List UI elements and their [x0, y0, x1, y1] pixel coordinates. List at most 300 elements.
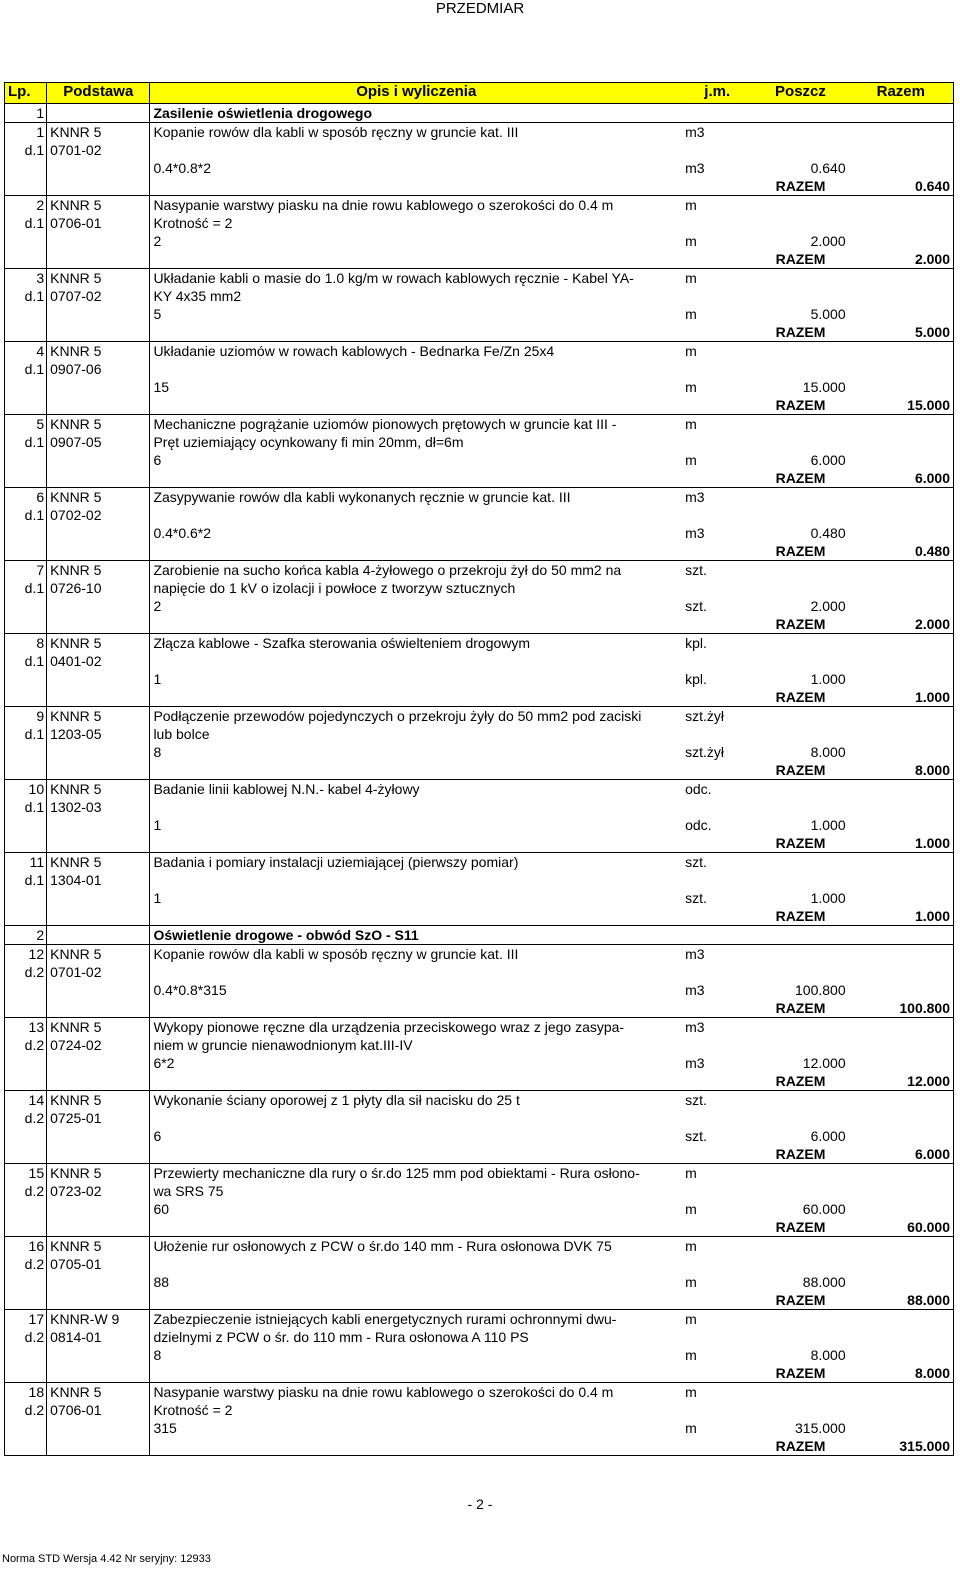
- empty-cell: [849, 798, 954, 816]
- empty-cell: [5, 177, 47, 196]
- item-unit: m: [685, 1238, 697, 1254]
- item-calc-unit: m3: [685, 160, 705, 176]
- item-unit: m: [685, 1165, 697, 1181]
- item-number: 2: [5, 196, 47, 215]
- empty-cell: [849, 871, 954, 889]
- item-unit: m: [685, 197, 697, 213]
- empty-cell: [47, 889, 150, 907]
- empty-cell: [752, 634, 848, 653]
- item-unit: szt.żył: [685, 708, 724, 724]
- razem-label: RAZEM: [752, 761, 848, 780]
- razem-label: RAZEM: [752, 1145, 848, 1164]
- item-total-value: 2.000: [849, 615, 954, 634]
- item-row-calculation: [5, 305, 954, 323]
- empty-cell: [752, 123, 848, 142]
- empty-cell: [849, 196, 954, 215]
- empty-cell: [682, 615, 752, 634]
- item-row-description: [5, 1237, 954, 1256]
- empty-cell: [752, 707, 848, 726]
- item-basis: KNNR 5: [47, 196, 150, 215]
- item-description: Przewierty mechaniczne dla rury o śr.do 125 mm pod obiektami - Rura osłono-: [153, 1165, 640, 1181]
- empty-cell: [5, 834, 47, 853]
- empty-cell: [752, 506, 848, 524]
- empty-cell: [849, 816, 954, 834]
- razem-label: RAZEM: [752, 323, 848, 342]
- item-total-value: 100.800: [849, 999, 954, 1018]
- item-total-value: 1.000: [849, 834, 954, 853]
- item-partial-value: 5.000: [810, 306, 846, 322]
- item-row-total: [5, 999, 954, 1018]
- item-basis-code: 0707-02: [47, 287, 150, 305]
- item-calculation: 1: [153, 671, 162, 687]
- table-body: [5, 104, 954, 1456]
- item-partial-value: 6.000: [810, 1128, 846, 1144]
- item-description: Nasypanie warstwy piasku na dnie rowu kablowego o szerokości do 0.4 m: [153, 197, 614, 213]
- empty-cell: [849, 670, 954, 688]
- empty-cell: [752, 1401, 848, 1419]
- section-title: Oświetlenie drogowe - obwód SzO - S11: [150, 926, 954, 945]
- item-calc-unit: m: [685, 1274, 697, 1290]
- item-total-value: 6.000: [849, 1145, 954, 1164]
- item-total-value: 0.640: [849, 177, 954, 196]
- item-calculation: 2: [153, 598, 162, 614]
- item-calc-unit: m: [685, 452, 697, 468]
- empty-cell: [47, 396, 150, 415]
- item-description-2: [150, 141, 682, 159]
- item-calc-unit: kpl.: [685, 671, 707, 687]
- item-number: 1: [5, 123, 47, 142]
- item-calc-unit: szt.: [685, 890, 707, 906]
- item-row-total: [5, 1437, 954, 1456]
- item-partial-value: 12.000: [802, 1055, 846, 1071]
- section-number: 1: [5, 104, 47, 123]
- item-row-description-2: [5, 1036, 954, 1054]
- item-row-calculation: [5, 1346, 954, 1364]
- item-basis-code: 0725-01: [47, 1109, 150, 1127]
- item-number: 13: [5, 1018, 47, 1037]
- item-description: Zasypywanie rowów dla kabli wykonanych ręcznie w gruncie kat. III: [153, 489, 571, 505]
- item-partial-value: 1.000: [810, 671, 846, 687]
- item-row-description: [5, 707, 954, 726]
- item-number: 11: [5, 853, 47, 872]
- empty-cell: [5, 597, 47, 615]
- empty-cell: [849, 981, 954, 999]
- item-partial-value: 0.480: [810, 525, 846, 541]
- empty-cell: [849, 159, 954, 177]
- item-calculation: 2: [153, 233, 162, 249]
- item-row-description: [5, 634, 954, 653]
- item-chapter: d.1: [5, 652, 47, 670]
- item-unit: m3: [685, 489, 705, 505]
- item-chapter: d.1: [5, 506, 47, 524]
- col-header-podstawa: Podstawa: [47, 83, 150, 104]
- item-number: 4: [5, 342, 47, 361]
- item-calculation: 315: [153, 1420, 177, 1436]
- section-spacer: [47, 104, 150, 123]
- empty-cell: [5, 1291, 47, 1310]
- empty-cell: [47, 1072, 150, 1091]
- empty-cell: [682, 1328, 752, 1346]
- item-description: Kopanie rowów dla kabli w sposób ręczny w gruncie kat. III: [153, 946, 519, 962]
- item-row-description-2: [5, 1401, 954, 1419]
- empty-cell: [47, 1364, 150, 1383]
- item-total-value: 1.000: [849, 907, 954, 926]
- item-row-description-2: [5, 1109, 954, 1127]
- empty-cell: [47, 305, 150, 323]
- item-basis: KNNR 5: [47, 945, 150, 964]
- empty-cell: [682, 1401, 752, 1419]
- item-number: 7: [5, 561, 47, 580]
- item-partial-value: 0.640: [810, 160, 846, 176]
- item-basis-code: 0705-01: [47, 1255, 150, 1273]
- empty-cell: [752, 1164, 848, 1183]
- empty-cell: [752, 579, 848, 597]
- item-calc-unit: m3: [685, 982, 705, 998]
- item-chapter: d.1: [5, 433, 47, 451]
- item-row-calculation: [5, 159, 954, 177]
- empty-cell: [849, 1346, 954, 1364]
- empty-cell: [150, 1218, 682, 1237]
- item-row-description: [5, 1091, 954, 1110]
- empty-cell: [752, 1310, 848, 1329]
- item-description: Ułożenie rur osłonowych z PCW o śr.do 140 mm - Rura osłonowa DVK 75: [153, 1238, 612, 1254]
- item-row-calculation: [5, 451, 954, 469]
- item-row-description: [5, 488, 954, 507]
- empty-cell: [849, 1109, 954, 1127]
- item-calculation: 5: [153, 306, 162, 322]
- empty-cell: [682, 725, 752, 743]
- empty-cell: [682, 177, 752, 196]
- col-header-razem: Razem: [849, 83, 954, 104]
- item-row-calculation: [5, 1273, 954, 1291]
- empty-cell: [5, 305, 47, 323]
- item-basis-code: 0702-02: [47, 506, 150, 524]
- empty-cell: [47, 159, 150, 177]
- item-row-calculation: [5, 524, 954, 542]
- item-description: Układanie kabli o masie do 1.0 kg/m w rowach kablowych ręcznie - Kabel YA-: [153, 270, 634, 286]
- item-total-value: 2.000: [849, 250, 954, 269]
- empty-cell: [849, 378, 954, 396]
- empty-cell: [5, 451, 47, 469]
- empty-cell: [682, 907, 752, 926]
- empty-cell: [849, 342, 954, 361]
- empty-cell: [682, 1109, 752, 1127]
- item-basis: KNNR 5: [47, 1237, 150, 1256]
- item-basis-code: 1304-01: [47, 871, 150, 889]
- empty-cell: [752, 488, 848, 507]
- item-row-description: [5, 945, 954, 964]
- empty-cell: [47, 250, 150, 269]
- razem-label: RAZEM: [752, 999, 848, 1018]
- empty-cell: [47, 1419, 150, 1437]
- estimate-table: [4, 82, 954, 1456]
- col-header-jm: j.m.: [682, 83, 752, 104]
- item-description-2: wa SRS 75: [153, 1183, 224, 1199]
- empty-cell: [682, 360, 752, 378]
- item-basis: KNNR 5: [47, 707, 150, 726]
- item-calc-unit: szt.żył: [685, 744, 724, 760]
- item-row-description-2: [5, 871, 954, 889]
- empty-cell: [752, 141, 848, 159]
- empty-cell: [47, 688, 150, 707]
- item-row-description-2: [5, 506, 954, 524]
- empty-cell: [849, 415, 954, 434]
- razem-label: RAZEM: [752, 1291, 848, 1310]
- empty-cell: [682, 1036, 752, 1054]
- item-unit: m3: [685, 1019, 705, 1035]
- empty-cell: [682, 1291, 752, 1310]
- empty-cell: [47, 761, 150, 780]
- item-description: Wykonanie ściany oporowej z 1 płyty dla sił nacisku do 25 t: [153, 1092, 520, 1108]
- item-total-value: 12.000: [849, 1072, 954, 1091]
- item-row-calculation: [5, 1200, 954, 1218]
- empty-cell: [150, 177, 682, 196]
- item-row-total: [5, 323, 954, 342]
- item-unit: szt.: [685, 1092, 707, 1108]
- empty-cell: [47, 1273, 150, 1291]
- item-partial-value: 8.000: [810, 744, 846, 760]
- item-basis-code: 0706-01: [47, 1401, 150, 1419]
- item-row-total: [5, 688, 954, 707]
- col-header-opis: Opis i wyliczenia: [150, 83, 682, 104]
- empty-cell: [5, 396, 47, 415]
- item-basis-code: 0726-10: [47, 579, 150, 597]
- item-number: 15: [5, 1164, 47, 1183]
- item-calc-unit: m: [685, 379, 697, 395]
- item-unit: m: [685, 343, 697, 359]
- item-basis: KNNR 5: [47, 488, 150, 507]
- item-row-calculation: [5, 1127, 954, 1145]
- item-row-description: [5, 853, 954, 872]
- razem-label: RAZEM: [752, 834, 848, 853]
- empty-cell: [849, 488, 954, 507]
- item-row-description: [5, 1310, 954, 1329]
- empty-cell: [752, 725, 848, 743]
- empty-cell: [849, 634, 954, 653]
- item-unit: m: [685, 416, 697, 432]
- item-description: Wykopy pionowe ręczne dla urządzenia przeciskowego wraz z jego zasypa-: [153, 1019, 625, 1035]
- empty-cell: [849, 1200, 954, 1218]
- empty-cell: [5, 1072, 47, 1091]
- empty-cell: [47, 816, 150, 834]
- empty-cell: [752, 561, 848, 580]
- item-number: 8: [5, 634, 47, 653]
- item-basis-code: 0723-02: [47, 1182, 150, 1200]
- empty-cell: [47, 615, 150, 634]
- item-description-2: [150, 871, 682, 889]
- item-number: 6: [5, 488, 47, 507]
- empty-cell: [5, 1054, 47, 1072]
- empty-cell: [849, 1310, 954, 1329]
- empty-cell: [682, 798, 752, 816]
- item-basis-code: 0706-01: [47, 214, 150, 232]
- empty-cell: [752, 945, 848, 964]
- item-row-description-2: [5, 579, 954, 597]
- empty-cell: [150, 1364, 682, 1383]
- empty-cell: [682, 1072, 752, 1091]
- empty-cell: [849, 1164, 954, 1183]
- razem-label: RAZEM: [752, 250, 848, 269]
- empty-cell: [849, 1419, 954, 1437]
- empty-cell: [47, 1346, 150, 1364]
- item-row-description: [5, 780, 954, 799]
- empty-cell: [849, 963, 954, 981]
- item-unit: m3: [685, 124, 705, 140]
- item-total-value: 6.000: [849, 469, 954, 488]
- empty-cell: [5, 615, 47, 634]
- item-row-total: [5, 250, 954, 269]
- empty-cell: [150, 834, 682, 853]
- item-row-total: [5, 1072, 954, 1091]
- item-description: Zabezpieczenie istniejących kabli energetycznych rurami ochronnymi dwu-: [153, 1311, 617, 1327]
- empty-cell: [849, 780, 954, 799]
- empty-cell: [47, 1054, 150, 1072]
- empty-cell: [47, 597, 150, 615]
- empty-cell: [5, 1200, 47, 1218]
- item-partial-value: 315.000: [795, 1420, 846, 1436]
- item-row-description: [5, 415, 954, 434]
- item-unit: m3: [685, 946, 705, 962]
- item-row-calculation: [5, 232, 954, 250]
- item-basis: KNNR 5: [47, 561, 150, 580]
- empty-cell: [849, 1383, 954, 1402]
- razem-label: RAZEM: [752, 688, 848, 707]
- item-total-value: 0.480: [849, 542, 954, 561]
- empty-cell: [752, 415, 848, 434]
- item-basis: KNNR 5: [47, 415, 150, 434]
- item-row-total: [5, 1364, 954, 1383]
- item-row-total: [5, 907, 954, 926]
- item-number: 10: [5, 780, 47, 799]
- razem-label: RAZEM: [752, 615, 848, 634]
- item-calculation: 1: [153, 890, 162, 906]
- item-description-2: Krotność = 2: [153, 1402, 233, 1418]
- razem-label: RAZEM: [752, 469, 848, 488]
- empty-cell: [47, 834, 150, 853]
- empty-cell: [849, 1182, 954, 1200]
- empty-cell: [682, 141, 752, 159]
- empty-cell: [752, 963, 848, 981]
- item-description-2: [150, 798, 682, 816]
- empty-cell: [150, 250, 682, 269]
- item-row-description-2: [5, 652, 954, 670]
- empty-cell: [849, 1054, 954, 1072]
- item-unit: m: [685, 1384, 697, 1400]
- item-description-2: [150, 1109, 682, 1127]
- item-description: Mechaniczne pogrążanie uziomów pionowych prętowych w gruncie kat III -: [153, 416, 617, 432]
- item-calculation: 8: [153, 1347, 162, 1363]
- empty-cell: [752, 1018, 848, 1037]
- empty-cell: [752, 1182, 848, 1200]
- item-total-value: 8.000: [849, 1364, 954, 1383]
- empty-cell: [682, 688, 752, 707]
- empty-cell: [150, 907, 682, 926]
- item-row-total: [5, 396, 954, 415]
- item-row-description-2: [5, 1255, 954, 1273]
- item-row-calculation: [5, 816, 954, 834]
- empty-cell: [47, 981, 150, 999]
- section-row: [5, 104, 954, 123]
- item-row-description-2: [5, 1182, 954, 1200]
- item-description-2: napięcie do 1 kV o izolacji i powłoce z tworzyw sztucznych: [153, 580, 516, 596]
- empty-cell: [150, 1291, 682, 1310]
- empty-cell: [849, 707, 954, 726]
- empty-cell: [752, 1255, 848, 1273]
- item-calc-unit: m: [685, 1347, 697, 1363]
- item-calculation: 1: [153, 817, 162, 833]
- empty-cell: [682, 1364, 752, 1383]
- empty-cell: [5, 889, 47, 907]
- item-chapter: d.1: [5, 287, 47, 305]
- empty-cell: [849, 269, 954, 288]
- item-row-description-2: [5, 433, 954, 451]
- empty-cell: [47, 323, 150, 342]
- item-row-description-2: [5, 725, 954, 743]
- item-partial-value: 100.800: [795, 982, 846, 998]
- item-row-description: [5, 342, 954, 361]
- item-chapter: d.2: [5, 1182, 47, 1200]
- empty-cell: [5, 1127, 47, 1145]
- empty-cell: [752, 1109, 848, 1127]
- empty-cell: [682, 396, 752, 415]
- section-row: [5, 926, 954, 945]
- empty-cell: [47, 469, 150, 488]
- item-row-description-2: [5, 214, 954, 232]
- item-row-description: [5, 1164, 954, 1183]
- item-row-calculation: [5, 1054, 954, 1072]
- empty-cell: [752, 269, 848, 288]
- empty-cell: [752, 1328, 848, 1346]
- item-description: Złącza kablowe - Szafka sterowania oświelteniem drogowym: [153, 635, 531, 651]
- item-description-2: [150, 506, 682, 524]
- item-row-total: [5, 1218, 954, 1237]
- razem-label: RAZEM: [752, 907, 848, 926]
- empty-cell: [5, 999, 47, 1018]
- item-row-description: [5, 196, 954, 215]
- item-unit: kpl.: [685, 635, 707, 651]
- empty-cell: [849, 1036, 954, 1054]
- item-number: 18: [5, 1383, 47, 1402]
- empty-cell: [849, 305, 954, 323]
- item-basis: KNNR-W 9: [47, 1310, 150, 1329]
- empty-cell: [5, 378, 47, 396]
- empty-cell: [150, 542, 682, 561]
- item-row-total: [5, 542, 954, 561]
- item-row-description-2: [5, 141, 954, 159]
- empty-cell: [849, 1127, 954, 1145]
- item-description-2: Pręt uziemiający ocynkowany fi min 20mm, dł=6m: [153, 434, 464, 450]
- empty-cell: [5, 1419, 47, 1437]
- razem-label: RAZEM: [752, 1218, 848, 1237]
- item-partial-value: 2.000: [810, 233, 846, 249]
- empty-cell: [849, 1273, 954, 1291]
- item-chapter: d.1: [5, 141, 47, 159]
- empty-cell: [150, 323, 682, 342]
- item-number: 5: [5, 415, 47, 434]
- item-partial-value: 1.000: [810, 890, 846, 906]
- item-calc-unit: m3: [685, 525, 705, 541]
- item-row-calculation: [5, 1419, 954, 1437]
- item-calculation: 6*2: [153, 1055, 175, 1071]
- empty-cell: [5, 1364, 47, 1383]
- item-description-2: KY 4x35 mm2: [153, 288, 242, 304]
- empty-cell: [849, 214, 954, 232]
- item-basis-code: 0701-02: [47, 963, 150, 981]
- empty-cell: [849, 579, 954, 597]
- empty-cell: [47, 378, 150, 396]
- empty-cell: [682, 1182, 752, 1200]
- empty-cell: [5, 761, 47, 780]
